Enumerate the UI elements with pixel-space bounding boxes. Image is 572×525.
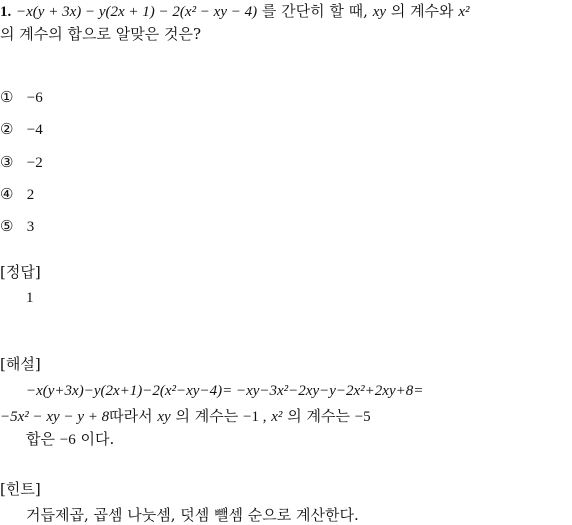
explanation-value-sum: −6 [59,432,76,448]
question-expression: −x(y + 3x) − y(2x + 1) − 2(x² − xy − 4) [16,4,258,20]
explanation-text-coef2: 의 계수는 [287,407,350,425]
question-text-b: 의 계수와 [390,2,454,20]
option-marker: ③ [0,153,14,171]
explanation-text-end: 이다. [80,430,115,448]
option-value: 3 [26,219,35,235]
explanation-line-3 [26,429,114,450]
option-marker: ④ [0,185,14,203]
answer-value: 1 [26,290,34,306]
answer-label: [정답] [0,263,41,281]
question-line-1 [0,1,469,22]
option-4[interactable] [0,184,34,205]
option-5[interactable] [0,216,34,237]
question-line-2 [0,24,201,44]
explanation-line-2 [0,406,371,427]
question-text-a: 를 간단히 할 때, [261,2,368,20]
explanation-line-1 [26,380,423,401]
explanation-label: [해설] [0,355,41,373]
option-3[interactable] [0,152,43,173]
question-text-c: 의 계수의 합으로 알맞은 것은? [0,25,201,43]
explanation-value-1: −1 , [243,409,267,425]
option-marker: ⑤ [0,217,14,235]
hint-label: [힌트] [0,480,41,498]
explanation-term-xy: xy [157,409,171,425]
option-value: −2 [26,155,43,171]
option-value: 2 [26,187,35,203]
explanation-text-therefore: 따라서 [109,407,153,425]
option-2[interactable] [0,119,43,140]
explanation-expression-1: −x(y+3x)−y(2x+1)−2(x²−xy−4)= −xy−3x²−2xy−y−2x²+2xy+8= [26,383,424,399]
option-value: −4 [26,122,43,138]
question-number: 1. [0,4,12,20]
explanation-expression-2: −5x² − xy − y + 8 [0,409,110,425]
explanation-term-x2: x² [271,409,283,425]
explanation-value-2: −5 [354,409,371,425]
question-term-x2: x² [458,4,470,20]
explanation-text-sum: 합은 [26,430,55,448]
option-1[interactable] [0,87,43,108]
question-term-xy: xy [372,4,387,20]
option-value: −6 [26,90,43,106]
explanation-text-coef1: 의 계수는 [175,407,239,425]
hint-text: 거듭제곱, 곱셈 나눗셈, 덧셈 뺄셈 순으로 계산한다. [26,506,359,524]
option-marker: ① [0,88,14,106]
option-marker: ② [0,120,14,138]
